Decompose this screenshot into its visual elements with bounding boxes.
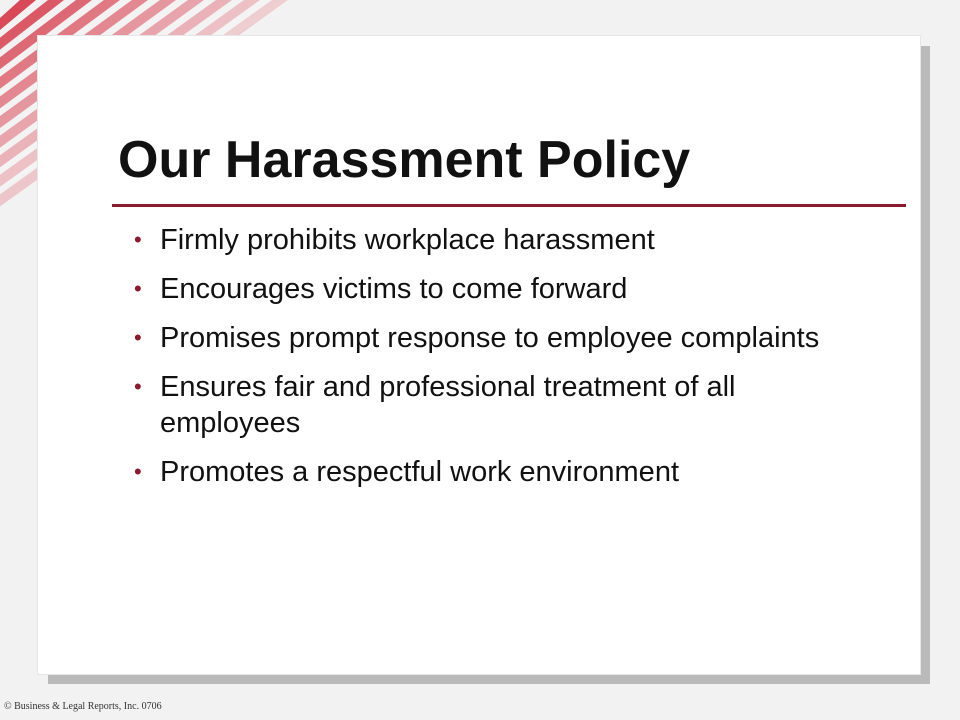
bullet-dot-icon: • (134, 459, 142, 484)
bullet-text: Firmly prohibits workplace harassment (160, 224, 655, 256)
bullet-dot-icon: • (134, 374, 142, 399)
bullet-text: Promotes a respectful work environment (160, 456, 679, 488)
bullet-item (134, 222, 874, 258)
slide-title: Our Harassment Policy (118, 131, 691, 189)
bullet-text: Promises prompt response to employee complaints (160, 322, 820, 354)
bullet-text: Encourages victims to come forward (160, 273, 628, 305)
bullet-dot-icon: • (134, 325, 142, 350)
bullet-dot-icon: • (134, 276, 142, 301)
title-underline (112, 204, 906, 207)
bullet-text: Ensures fair and professional treatment of all employees (160, 371, 736, 439)
bullet-item (134, 454, 874, 490)
bullet-list (134, 222, 874, 503)
bullet-dot-icon: • (134, 227, 142, 252)
copyright-footer: © Business & Legal Reports, Inc. 0706 (4, 701, 162, 712)
bullet-item (134, 271, 874, 307)
bullet-item (134, 369, 874, 441)
bullet-item (134, 320, 874, 356)
